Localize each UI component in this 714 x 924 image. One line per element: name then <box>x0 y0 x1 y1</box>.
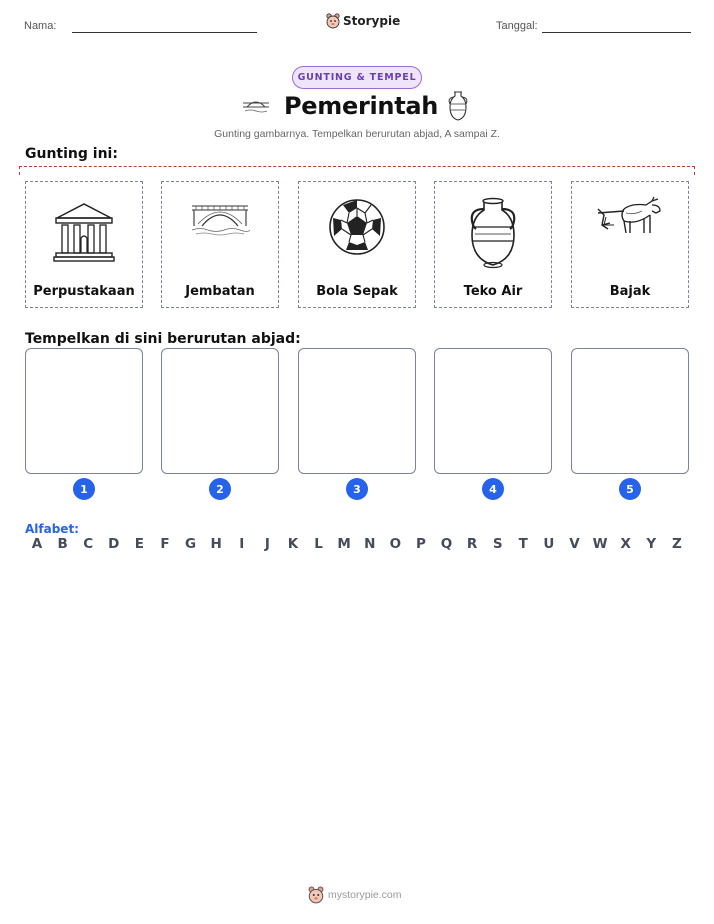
cut-card-plow[interactable] <box>571 181 689 308</box>
date-label: Tanggal: <box>496 20 538 32</box>
slot-number-2: 2 <box>209 478 231 500</box>
cut-section-label: Gunting ini: <box>25 146 118 162</box>
bridge-icon <box>190 196 250 236</box>
page-title: Pemerintah <box>284 92 439 120</box>
alphabet-letter: J <box>264 536 270 552</box>
alphabet-letter: U <box>543 536 555 552</box>
alphabet-letter: N <box>364 536 376 552</box>
name-line[interactable] <box>72 32 257 33</box>
alphabet-letter: B <box>57 536 68 552</box>
activity-badge <box>292 66 422 89</box>
card-label: Jembatan <box>185 284 255 299</box>
soccer-ball-icon <box>328 198 386 256</box>
slot-number-5: 5 <box>619 478 641 500</box>
brand-logo <box>326 13 400 29</box>
footer-url[interactable]: mystorypie.com <box>328 889 402 901</box>
alphabet-letter: C <box>83 536 94 552</box>
alphabet-row <box>25 536 689 552</box>
storypie-mascot-icon <box>326 13 340 29</box>
cut-card-soccer-ball[interactable] <box>298 181 416 308</box>
cut-card-library[interactable] <box>25 181 143 308</box>
brand-name: Storypie <box>343 14 401 28</box>
alphabet-letter: E <box>134 536 144 552</box>
alphabet-letter: Y <box>646 536 657 552</box>
alphabet-letter: I <box>239 536 245 552</box>
card-label: Teko Air <box>463 284 523 299</box>
date-line[interactable] <box>542 32 691 33</box>
alphabet-letter: Q <box>440 536 453 552</box>
badge-text: GUNTING & TEMPEL <box>297 72 417 83</box>
library-icon <box>53 200 115 266</box>
name-label: Nama: <box>24 20 57 32</box>
bridge-icon <box>242 97 270 115</box>
water-jug-icon <box>466 197 520 269</box>
alphabet-letter: M <box>337 536 351 552</box>
alphabet-letter: R <box>466 536 478 552</box>
plow-icon <box>596 193 664 241</box>
card-label: Perpustakaan <box>33 284 135 299</box>
alphabet-letter: S <box>492 536 503 552</box>
alphabet-letter: W <box>592 536 608 552</box>
instructions: Gunting gambarnya. Tempelkan berurutan abjad, A sampai Z. <box>214 128 500 140</box>
alphabet-letter: A <box>31 536 43 552</box>
slot-number-3: 3 <box>346 478 368 500</box>
alphabet-letter: G <box>185 536 197 552</box>
alphabet-letter: Z <box>671 536 682 552</box>
paste-slot-2[interactable] <box>161 348 279 474</box>
alphabet-letter: V <box>569 536 580 552</box>
cut-line <box>19 166 695 175</box>
alphabet-letter: D <box>108 536 120 552</box>
slot-number-4: 4 <box>482 478 504 500</box>
alphabet-letter: L <box>314 536 323 552</box>
alphabet-letter: X <box>620 536 631 552</box>
paste-section-label: Tempelkan di sini berurutan abjad: <box>25 331 301 347</box>
alphabet-letter: T <box>518 536 528 552</box>
paste-slot-3[interactable] <box>298 348 416 474</box>
alphabet-letter: F <box>160 536 170 552</box>
storypie-mascot-icon <box>308 886 324 904</box>
alphabet-letter: K <box>287 536 299 552</box>
card-label: Bajak <box>609 284 651 299</box>
alphabet-letter: O <box>389 536 402 552</box>
alphabet-letter: H <box>210 536 222 552</box>
paste-slot-5[interactable] <box>571 348 689 474</box>
alphabet-label: Alfabet: <box>25 522 79 536</box>
cut-card-water-jug[interactable] <box>434 181 552 308</box>
paste-slot-1[interactable] <box>25 348 143 474</box>
cut-card-bridge[interactable] <box>161 181 279 308</box>
slot-number-1: 1 <box>73 478 95 500</box>
water-jug-icon <box>446 90 470 122</box>
card-label: Bola Sepak <box>316 284 398 299</box>
alphabet-letter: P <box>415 536 426 552</box>
paste-slot-4[interactable] <box>434 348 552 474</box>
footer <box>308 886 402 904</box>
